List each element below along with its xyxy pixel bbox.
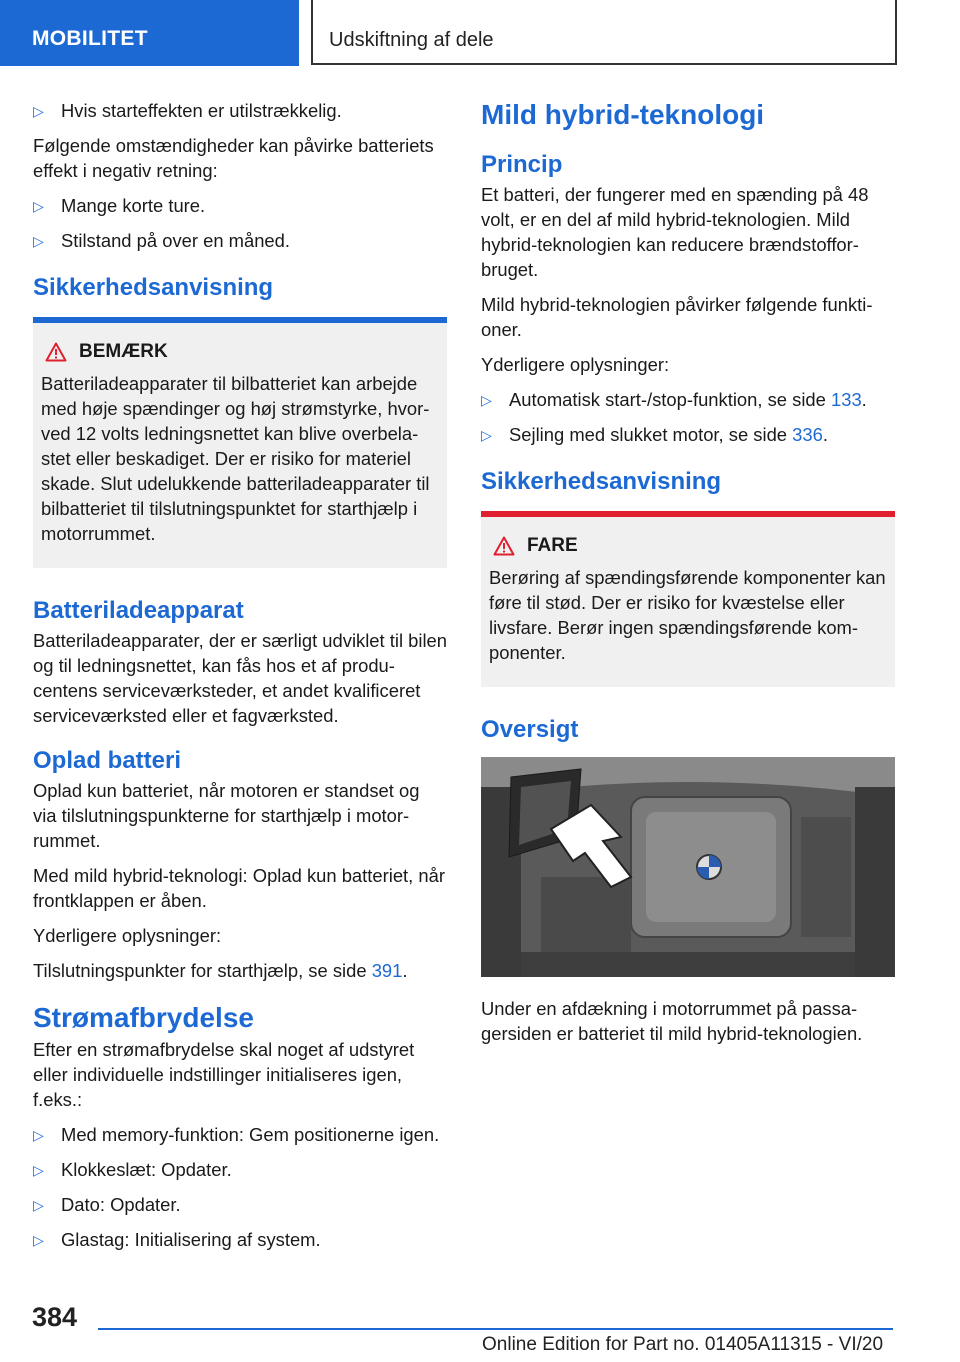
heading-charge-battery: Oplad batteri — [33, 747, 182, 774]
heading-safety: Sikkerhedsanvisning — [481, 468, 722, 495]
footer-divider — [98, 1328, 893, 1330]
paragraph: Yderligere oplysninger: — [33, 925, 222, 946]
list-item: ▷ Med memory-funktion: Gem positionerne igen. — [33, 1122, 447, 1147]
heading-mild-hybrid: Mild hybrid-teknologi — [481, 99, 765, 130]
note-text: Batteriladeapparater til bilbatteriet kan arbejde med høje spændinger og høj strømstyrke, hvorved 12 volts ledningsnettet kan blive overbelastet eller beskadiget. Der er risiko for materiel skade. Slut udelukkende batteriladeapparater til bilbatteriet til tilslutningspunktet for starthjælp i motorrummet. — [41, 373, 430, 544]
heading-overview: Oversigt — [481, 716, 579, 743]
section-title: MOBILITET — [32, 27, 148, 50]
chapter-title: Udskiftning af dele — [329, 29, 494, 51]
header-section — [0, 0, 299, 66]
page-link[interactable]: 336 — [792, 424, 823, 445]
bullet-triangle-icon: ▷ — [33, 1197, 44, 1213]
paragraph: Batteriladeapparater, der er særligt udviklet til bilen og til ledningsnettet, kan fås hos et af producentens serviceværksteder, et andet kvalificeret serviceværksted eller et fagværksted. — [33, 630, 448, 726]
page-number: 384 — [32, 1302, 78, 1332]
paragraph: Efter en strømafbrydelse skal noget af udstyret eller individuelle indstillinger initialiseres igen, f.eks.: — [33, 1039, 415, 1110]
bullet-triangle-icon: ▷ — [33, 1162, 44, 1178]
note-title: FARE — [527, 535, 578, 556]
warning-triangle-icon — [493, 536, 515, 556]
header-chapter — [311, 0, 897, 65]
list-item: ▷ Sejling med slukket motor, se side 336. — [481, 422, 895, 447]
bullet-triangle-icon: ▷ — [481, 427, 492, 443]
right-column — [481, 98, 895, 1056]
bullet-triangle-icon: ▷ — [481, 392, 492, 408]
list-item: ▷ Mange korte ture. — [33, 193, 447, 218]
heading-charger: Batteriladeapparat — [33, 597, 244, 624]
note-text: Berøring af spændingsførende komponenter kan føre til stød. Der er risiko for kvæstelse eller livsfare. Berør ingen spændingsførende komponenter. — [489, 567, 886, 663]
page-link[interactable]: 133 — [830, 389, 862, 410]
paragraph: Mild hybrid-teknologien påvirker følgende funktioner. — [481, 294, 873, 340]
paragraph: Oplad kun batteriet, når motoren er standset og via tilslutningspunkterne for starthjælp i motorrummet. — [33, 780, 420, 851]
list-item: ▷ Dato: Opdater. — [33, 1192, 447, 1217]
bullet-triangle-icon: ▷ — [33, 198, 44, 214]
bullet-triangle-icon: ▷ — [33, 103, 44, 119]
edition-label: Online Edition for Part no. 01405A11315 - VI/20 — [482, 1334, 884, 1355]
bullet-triangle-icon: ▷ — [33, 233, 44, 249]
paragraph: Følgende omstændigheder kan påvirke batteriets effekt i negativ retning: — [33, 135, 434, 181]
paragraph: Under en afdækning i motorrummet på passagersiden er batteriet til mild hybrid-teknologien. — [481, 998, 863, 1044]
heading-safety: Sikkerhedsanvisning — [33, 274, 274, 301]
paragraph: Tilslutningspunkter for starthjælp, se side 391. — [33, 960, 408, 981]
heading-power-interruption: Strømafbrydelse — [33, 1002, 254, 1033]
list-item: ▷ Hvis starteffekten er utilstrækkelig. — [33, 98, 447, 123]
page-link[interactable]: 391 — [371, 960, 403, 981]
bullet-triangle-icon: ▷ — [33, 1127, 44, 1143]
paragraph: Med mild hybrid-teknologi: Oplad kun batteriet, når frontklappen er åben. — [33, 865, 445, 911]
list-item: ▷ Automatisk start-/stop-funktion, se side 133. — [481, 387, 895, 412]
bullet-triangle-icon: ▷ — [33, 1232, 44, 1248]
danger-box — [481, 511, 895, 687]
heading-principle: Princip — [481, 151, 563, 178]
paragraph: Et batteri, der fungerer med en spænding på 48 volt, er en del af mild hybrid-teknologien. Mild hybrid-teknologien kan reducere brændstofforbruget. — [481, 184, 869, 280]
note-title: BEMÆRK — [79, 341, 168, 362]
note-box — [33, 317, 447, 568]
warning-triangle-icon — [45, 342, 67, 362]
paragraph: Yderligere oplysninger: — [481, 354, 670, 375]
list-item: ▷ Glastag: Initialisering af system. — [33, 1227, 447, 1252]
list-item: ▷ Stilstand på over en måned. — [33, 228, 447, 253]
left-column — [33, 98, 447, 1262]
list-item: ▷ Klokkeslæt: Opdater. — [33, 1157, 447, 1182]
engine-bay-image — [481, 757, 895, 977]
